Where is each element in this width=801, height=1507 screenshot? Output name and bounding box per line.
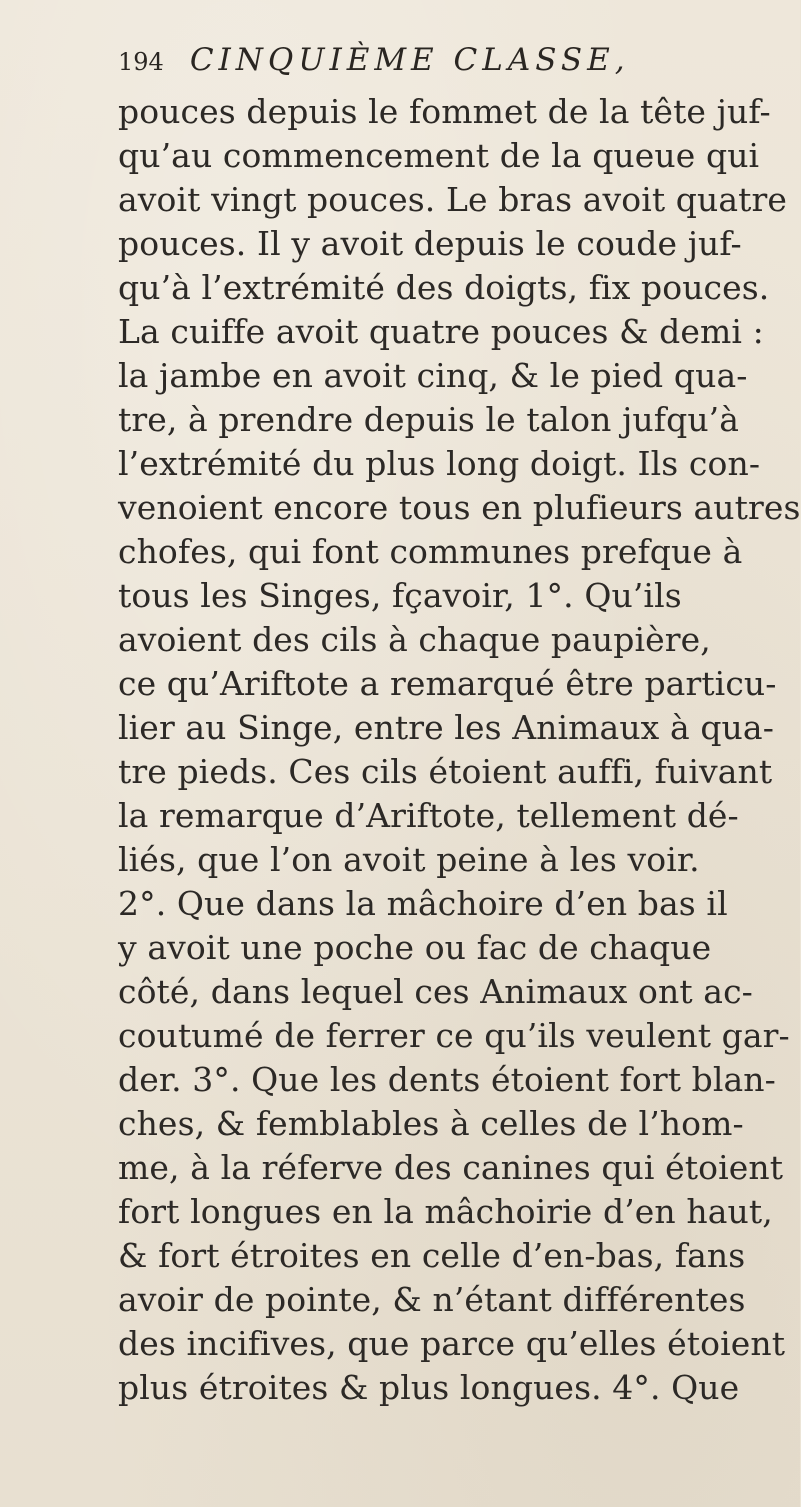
text-line: tre, à prendre depuis le talon jufqu’à — [118, 400, 740, 439]
text-line: venoient encore tous en plufieurs autres — [118, 488, 801, 527]
text-line: y avoit une poche ou fac de chaque — [118, 928, 712, 967]
text-line: ce qu’Ariftote a remarqué être particu- — [118, 664, 777, 703]
text-line: des incifives, que parce qu’elles étoient — [118, 1324, 786, 1363]
text-line: 2°. Que dans la mâchoire d’en bas il — [118, 884, 728, 923]
text-line: côté, dans lequel ces Animaux ont ac- — [118, 972, 753, 1011]
text-line: avoient des cils à chaque paupière, — [118, 620, 711, 659]
text-line: avoir de pointe, & n’étant différentes — [118, 1280, 746, 1319]
text-line: pouces. Il y avoit depuis le coude juf- — [118, 224, 742, 263]
text-line: fort longues en la mâchoirie d’en haut, — [118, 1192, 773, 1231]
text-line: tous les Singes, fçavoir, 1°. Qu’ils — [118, 576, 682, 615]
text-line: plus étroites & plus longues. 4°. Que — [118, 1368, 740, 1407]
running-head: CINQUIÈME CLASSE, — [189, 42, 630, 78]
text-line: & fort étroites en celle d’en-bas, fans — [118, 1236, 746, 1275]
text-line: liés, que l’on avoit peine à les voir. — [118, 840, 700, 879]
text-line: qu’au commencement de la queue qui — [118, 136, 760, 175]
text-line: La cuiffe avoit quatre pouces & demi : — [118, 312, 764, 351]
text-line: qu’à l’extrémité des doigts, fix pouces. — [118, 268, 770, 307]
text-line: la remarque d’Ariftote, tellement dé- — [118, 796, 739, 835]
text-line: tre pieds. Ces cils étoient auffi, fuivant — [118, 752, 773, 791]
text-line: chofes, qui font communes prefque à — [118, 532, 743, 571]
text-line: coutumé de ferrer ce qu’ils veulent gar- — [118, 1016, 790, 1055]
text-line: pouces depuis le fommet de la tête juf- — [118, 92, 771, 131]
text-line: avoit vingt pouces. Le bras avoit quatre — [118, 180, 788, 219]
text-line: der. 3°. Que les dents étoient fort blan- — [118, 1060, 776, 1099]
text-line: ches, & femblables à celles de l’hom- — [118, 1104, 744, 1143]
text-line: me, à la réferve des canines qui étoient — [118, 1148, 784, 1187]
page-number: 194 — [118, 48, 164, 76]
page-header — [118, 42, 728, 90]
text-line: la jambe en avoit cinq, & le pied qua- — [118, 356, 748, 395]
text-line: lier au Singe, entre les Animaux à qua- — [118, 708, 774, 747]
text-line: l’extrémité du plus long doigt. Ils con- — [118, 444, 761, 483]
